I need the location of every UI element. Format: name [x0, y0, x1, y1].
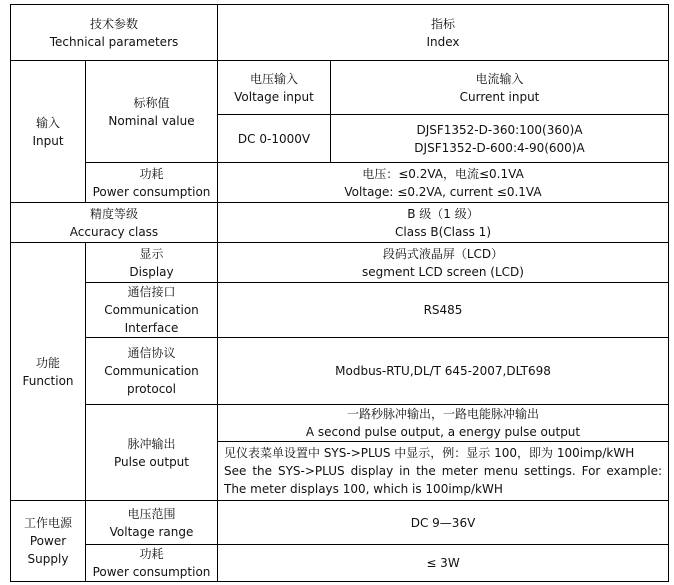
- nominal-value-en: Nominal value: [108, 113, 195, 128]
- comm-protocol-value: Modbus-RTU,DL/T 645-2007,DLT698: [335, 364, 551, 378]
- comm-interface-value: RS485: [423, 303, 463, 317]
- voltage-input-header-cell: [218, 61, 331, 115]
- pulse-output-zh: 脉冲输出: [127, 436, 176, 451]
- supply-power-value: ≤ 3W: [426, 556, 460, 570]
- input-power-row: [11, 163, 669, 203]
- power-supply-zh: 工作电源: [23, 516, 72, 530]
- comm-protocol-value-cell: [218, 338, 669, 405]
- input-group-zh: 输入: [35, 115, 60, 130]
- voltage-range-value-cell: [218, 501, 669, 545]
- comm-interface-en-2: Interface: [124, 321, 179, 335]
- header-index-en: Index: [426, 34, 460, 49]
- current-input-header-cell: [331, 61, 669, 115]
- accuracy-label-zh: 精度等级: [89, 206, 138, 221]
- function-group-cell: [11, 243, 86, 501]
- voltage-range-zh: 电压范围: [127, 506, 176, 521]
- pulse-output-en: Pulse output: [114, 454, 189, 469]
- accuracy-row: [11, 203, 669, 243]
- accuracy-label-cell: [11, 203, 218, 243]
- supply-power-zh: 功耗: [139, 547, 164, 561]
- pulse-output-row-1: [11, 405, 669, 442]
- voltage-range-label-cell: [86, 501, 218, 545]
- input-group-en: Input: [32, 133, 64, 148]
- current-input-value-1: DJSF1352-D-360:100(360)A: [416, 122, 583, 137]
- nominal-value-cell: [86, 61, 218, 163]
- display-value-en: segment LCD screen (LCD): [362, 264, 524, 279]
- function-group-zh: 功能: [35, 355, 60, 370]
- accuracy-value-cell: [218, 203, 669, 243]
- input-power-value-cell: [218, 163, 669, 203]
- input-group-cell: [11, 61, 86, 203]
- accuracy-value-en: Class B(Class 1): [395, 224, 491, 239]
- comm-protocol-row: [11, 338, 669, 405]
- display-value-zh: 段码式液晶屏（LCD）: [382, 246, 504, 261]
- display-value-cell: [218, 243, 669, 283]
- input-power-value-zh: 电压：≤0.2VA，电流≤0.1VA: [362, 166, 524, 181]
- voltage-input-value: DC 0-1000V: [237, 131, 311, 146]
- voltage-input-en: Voltage input: [234, 89, 314, 104]
- pulse-output-value-1-cell: [218, 405, 669, 442]
- comm-protocol-zh: 通信协议: [127, 346, 176, 360]
- nominal-value-zh: 标称值: [133, 95, 170, 110]
- current-input-zh: 电流输入: [475, 71, 524, 86]
- voltage-range-row: [11, 501, 669, 545]
- pulse-output-value-1-en: A second pulse output, a energy pulse output: [305, 425, 581, 439]
- supply-power-value-cell: [218, 545, 669, 582]
- display-label-zh: 显示: [139, 246, 164, 261]
- display-label-cell: [86, 243, 218, 283]
- comm-protocol-label-cell: [86, 338, 218, 405]
- header-param-en: Technical parameters: [49, 34, 179, 49]
- comm-interface-en-1: Communication: [104, 303, 199, 317]
- pulse-output-value-1-zh: 一路秒脉冲输出，一路电能脉冲输出: [347, 407, 540, 421]
- pulse-output-label-cell: [86, 405, 218, 501]
- input-power-zh: 功耗: [139, 166, 164, 181]
- input-power-value-en: Voltage: ≤0.2VA, current ≤0.1VA: [344, 184, 542, 199]
- current-input-value-cell: [331, 115, 669, 163]
- supply-power-row: [11, 545, 669, 582]
- header-param-zh: 技术参数: [89, 16, 138, 31]
- input-subheader-row: [11, 61, 669, 115]
- voltage-range-value: DC 9—36V: [410, 515, 476, 530]
- power-supply-group-cell: [11, 501, 86, 582]
- pulse-output-value-2-zh: 见仪表菜单设置中 SYS->PLUS 中显示，例：显示 100，即为 100imp/kWH: [224, 446, 635, 460]
- display-row: [11, 243, 669, 283]
- spec-table: [10, 4, 669, 582]
- comm-protocol-en-1: Communication: [104, 364, 199, 378]
- comm-interface-value-cell: [218, 283, 669, 338]
- accuracy-label-en: Accuracy class: [69, 224, 159, 239]
- comm-interface-zh: 通信接口: [127, 285, 176, 299]
- voltage-input-zh: 电压输入: [249, 71, 298, 86]
- power-supply-en-2: Supply: [27, 552, 69, 566]
- current-input-value-2: DJSF1352-D-600:4-90(600)A: [414, 140, 585, 155]
- current-input-en: Current input: [459, 89, 540, 104]
- header-index-cell: [218, 5, 669, 61]
- comm-protocol-en-2: protocol: [127, 382, 176, 396]
- comm-interface-row: [11, 283, 669, 338]
- comm-interface-label-cell: [86, 283, 218, 338]
- pulse-output-value-2-cell: [218, 442, 669, 501]
- display-label-en: Display: [129, 264, 174, 279]
- function-group-en: Function: [22, 373, 74, 388]
- input-power-label-cell: [86, 163, 218, 203]
- header-index-zh: 指标: [431, 16, 456, 31]
- accuracy-value-zh: B 级（1 级）: [407, 206, 479, 221]
- pulse-output-value-2-en: See the SYS->PLUS display in the meter menu settings. For example: The meter displays 100, which is 100imp/kWH: [224, 464, 663, 496]
- supply-power-label-cell: [86, 545, 218, 582]
- power-supply-en-1: Power: [29, 534, 67, 548]
- header-param-cell: [11, 5, 218, 61]
- voltage-input-value-cell: [218, 115, 331, 163]
- supply-power-en: Power consumption: [92, 565, 211, 579]
- input-power-en: Power consumption: [92, 184, 211, 199]
- voltage-range-en: Voltage range: [109, 524, 194, 539]
- header-row: [11, 5, 669, 61]
